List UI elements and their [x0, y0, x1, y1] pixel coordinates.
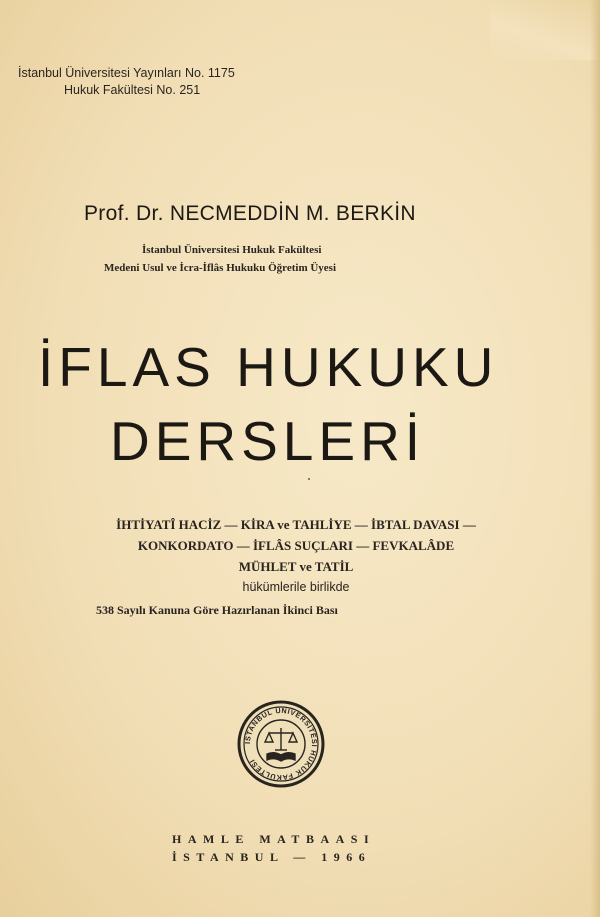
page-edge-shadow [590, 0, 600, 917]
series-line-2: Hukuk Fakültesi No. 251 [64, 83, 201, 97]
seal-text: İSTANBUL ÜNİVERSİTESİ HUKUK FAKÜLTESİ [242, 705, 320, 783]
affiliation-line-1: İstanbul Üniversitesi Hukuk Fakültesi [142, 244, 322, 256]
subject-line-1: İHTİYATÎ HACİZ — KİRA ve TAHLİYE — İBTAL DAVASI — [116, 517, 476, 532]
publication-series [18, 65, 235, 99]
publisher-name: HAMLE MATBAASI [172, 832, 376, 846]
subject-list [36, 514, 556, 621]
subject-line-4: hükümlerile birlikde [242, 580, 350, 594]
edition-note: 538 Sayılı Kanuna Göre Hazırlanan İkinci Bası [96, 603, 338, 617]
book-title [38, 330, 538, 478]
subject-line-2: KONKORDATO — İFLÂS SUÇLARI — FEVKALÂDE [137, 538, 455, 553]
title-line-1: İFLAS HUKUKU [38, 336, 499, 398]
series-line-1: İstanbul Üniversitesi Yayınları No. 1175 [18, 66, 235, 80]
publisher-place-year: İSTANBUL — 1966 [172, 850, 372, 864]
publisher-imprint [172, 830, 432, 866]
subject-line-3: MÜHLET ve TATİL [238, 559, 354, 574]
author-name: Prof. Dr. NECMEDDİN M. BERKİN [84, 202, 416, 225]
author-affiliation [104, 241, 524, 277]
page-corner-fold [490, 0, 600, 60]
ink-speck [308, 478, 310, 480]
title-line-2: DERSLERİ [110, 410, 426, 472]
university-seal-icon [237, 700, 325, 788]
affiliation-line-2: Medeni Usul ve İcra-İflâs Hukuku Öğretim Üyesi [104, 262, 337, 274]
